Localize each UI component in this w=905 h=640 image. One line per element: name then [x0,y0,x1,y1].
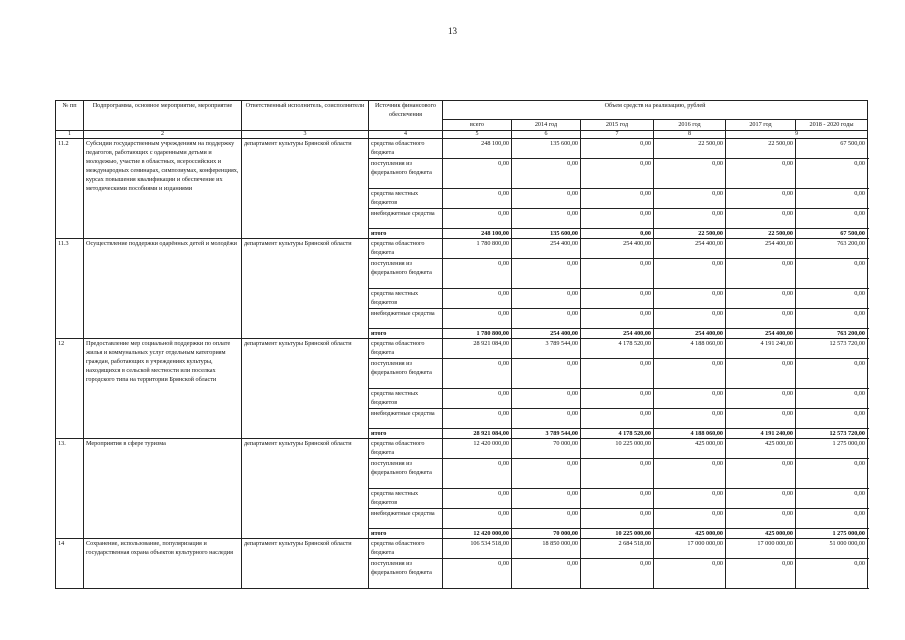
amount-cell: 0,00 [581,359,654,389]
funding-source: внебюджетные средства [369,309,443,329]
amount-cell: 0,00 [654,459,726,489]
amount-cell: 425 000,00 [726,529,796,539]
amount-cell: 4 191 240,00 [726,429,796,439]
amount-cell: 254 400,00 [726,329,796,339]
column-number: 3 [242,131,369,139]
amount-cell: 254 400,00 [726,239,796,259]
row-number: 11.2 [56,139,84,239]
funding-source: внебюджетные средства [369,209,443,229]
amount-cell: 0,00 [443,559,512,589]
amount-cell: 0,00 [654,189,726,209]
amount-cell: 67 500,00 [796,229,868,239]
amount-cell: 0,00 [581,229,654,239]
row-number: 11.3 [56,239,84,339]
amount-cell: 0,00 [726,259,796,289]
amount-cell: 28 921 084,00 [443,339,512,359]
funding-source: средства областного бюджета [369,539,443,559]
amount-cell: 0,00 [796,459,868,489]
amount-cell: 0,00 [654,489,726,509]
amount-cell: 0,00 [512,289,581,309]
amount-cell: 0,00 [726,289,796,309]
amount-cell: 28 921 084,00 [443,429,512,439]
amount-cell: 254 400,00 [512,239,581,259]
amount-cell: 0,00 [581,209,654,229]
row-number: 12 [56,339,84,439]
amount-cell: 0,00 [581,159,654,189]
amount-cell: 254 400,00 [581,329,654,339]
amount-cell: 0,00 [512,489,581,509]
amount-cell: 0,00 [581,489,654,509]
amount-cell: 70 000,00 [512,439,581,459]
amount-cell: 0,00 [654,309,726,329]
amount-cell: 0,00 [796,159,868,189]
row-number: 13. [56,439,84,539]
amount-cell: 0,00 [796,359,868,389]
amount-cell: 0,00 [796,559,868,589]
amount-cell: 12 420 000,00 [443,529,512,539]
amount-cell: 0,00 [726,559,796,589]
header-no: № пп [56,101,84,131]
amount-cell: 10 225 000,00 [581,439,654,459]
amount-cell: 0,00 [796,289,868,309]
funding-source: средства местных бюджетов [369,189,443,209]
table-row [56,339,868,359]
amount-cell: 0,00 [581,139,654,159]
funding-source: внебюджетные средства [369,409,443,429]
amount-cell: 0,00 [796,259,868,289]
amount-cell: 12 573 720,00 [796,339,868,359]
amount-cell: 0,00 [512,389,581,409]
amount-cell: 0,00 [796,309,868,329]
amount-cell: 0,00 [443,209,512,229]
amount-cell: 425 000,00 [654,529,726,539]
header-2018-2020: 2018 - 2020 годы [796,120,868,131]
header-executor: Ответственный исполнитель, соисполнители [242,101,369,131]
amount-cell: 0,00 [654,359,726,389]
amount-cell: 254 400,00 [654,329,726,339]
amount-cell: 70 000,00 [512,529,581,539]
amount-cell: 51 000 000,00 [796,539,868,559]
amount-cell: 0,00 [796,389,868,409]
amount-cell: 0,00 [512,409,581,429]
program-name: Субсидии государственным учреждениям на поддержку педагогов, работающих с одаренными детьми и молодежью, участие в областных, всероссийских и международных семинарах, симпозиумах, конференциях, курсах повышения квалификации и обеспечение их методическими пособиями и изданиями [84,139,242,239]
executor: департамент культуры Брянской области [242,539,369,589]
amount-cell: 4 191 240,00 [726,339,796,359]
amount-cell: 0,00 [654,559,726,589]
amount-cell: 0,00 [726,489,796,509]
column-number: 7 [581,131,654,139]
column-number: 5 [443,131,512,139]
amount-cell: 763 200,00 [796,329,868,339]
amount-cell: 0,00 [443,509,512,529]
amount-cell: 0,00 [654,289,726,309]
row-number: 14 [56,539,84,589]
amount-cell: 0,00 [443,459,512,489]
column-number: 1 [56,131,84,139]
amount-cell: 0,00 [443,389,512,409]
amount-cell: 0,00 [512,259,581,289]
amount-cell: 0,00 [581,509,654,529]
funding-source: итого [369,429,443,439]
funding-source: поступления из федерального бюджета [369,459,443,489]
program-name: Предоставление мер социальной поддержки по оплате жилья и коммунальных услуг отдельным категориям граждан, работающих в учреждениях культуры, находящихся в сельской местности или поселках городского типа на территории Брянской области [84,339,242,439]
amount-cell: 0,00 [512,189,581,209]
amount-cell: 0,00 [726,189,796,209]
amount-cell: 0,00 [581,289,654,309]
amount-cell: 0,00 [581,389,654,409]
executor: департамент культуры Брянской области [242,239,369,339]
table-body [56,131,868,589]
header-2016: 2016 год [654,120,726,131]
column-numbers-row [56,131,868,139]
amount-cell: 0,00 [654,159,726,189]
funding-source: итого [369,229,443,239]
amount-cell: 1 275 000,00 [796,529,868,539]
funding-source: поступления из федерального бюджета [369,159,443,189]
amount-cell: 18 850 000,00 [512,539,581,559]
amount-cell: 0,00 [512,159,581,189]
amount-cell: 17 000 000,00 [726,539,796,559]
amount-cell: 4 178 520,00 [581,339,654,359]
amount-cell: 2 684 518,00 [581,539,654,559]
column-number: 6 [512,131,581,139]
amount-cell: 0,00 [512,459,581,489]
amount-cell: 22 500,00 [726,139,796,159]
amount-cell: 4 178 520,00 [581,429,654,439]
amount-cell: 0,00 [581,309,654,329]
amount-cell: 248 100,00 [443,139,512,159]
amount-cell: 425 000,00 [654,439,726,459]
header-program: Подпрограмма, основное мероприятие, мероприятие [84,101,242,131]
amount-cell: 0,00 [512,509,581,529]
funding-source: средства местных бюджетов [369,289,443,309]
funding-source: средства областного бюджета [369,239,443,259]
table-row [56,139,868,159]
amount-cell: 0,00 [443,359,512,389]
table-row [56,239,868,259]
amount-cell: 0,00 [654,209,726,229]
funding-source: итого [369,329,443,339]
executor: департамент культуры Брянской области [242,339,369,439]
amount-cell: 0,00 [726,509,796,529]
amount-cell: 0,00 [796,489,868,509]
amount-cell: 0,00 [581,259,654,289]
header-source: Источник финансового обеспечения [369,101,443,131]
program-name: Мероприятия в сфере туризма [84,439,242,539]
amount-cell: 1 275 000,00 [796,439,868,459]
amount-cell: 254 400,00 [654,239,726,259]
amount-cell: 0,00 [654,409,726,429]
amount-cell: 10 225 000,00 [581,529,654,539]
amount-cell: 0,00 [581,189,654,209]
amount-cell: 67 500,00 [796,139,868,159]
amount-cell: 0,00 [726,359,796,389]
amount-cell: 0,00 [726,409,796,429]
column-number: 9 [726,131,868,139]
funding-source: внебюджетные средства [369,509,443,529]
program-name: Осуществление поддержки одарённых детей и молодёжи [84,239,242,339]
amount-cell: 17 000 000,00 [654,539,726,559]
amount-cell: 0,00 [443,159,512,189]
amount-cell: 106 534 518,00 [443,539,512,559]
amount-cell: 0,00 [654,389,726,409]
program-name: Сохранение, использование, популяризация и государственная охрана объектов культурного наследия [84,539,242,589]
amount-cell: 0,00 [726,389,796,409]
amount-cell: 0,00 [512,309,581,329]
page-number: 13 [448,26,457,36]
funding-source: средства областного бюджета [369,439,443,459]
amount-cell: 0,00 [581,459,654,489]
funding-source: средства областного бюджета [369,339,443,359]
table-row [56,539,868,559]
amount-cell: 763 200,00 [796,239,868,259]
amount-cell: 0,00 [726,309,796,329]
amount-cell: 0,00 [443,289,512,309]
header-2014: 2014 год [512,120,581,131]
amount-cell: 1 780 800,00 [443,239,512,259]
amount-cell: 0,00 [443,259,512,289]
amount-cell: 0,00 [654,259,726,289]
amount-cell: 3 789 544,00 [512,429,581,439]
column-number: 4 [369,131,443,139]
header-funds: Объем средств на реализацию, рублей [443,101,868,120]
amount-cell: 22 500,00 [726,229,796,239]
amount-cell: 22 500,00 [654,229,726,239]
amount-cell: 0,00 [581,559,654,589]
amount-cell: 0,00 [796,509,868,529]
amount-cell: 254 400,00 [512,329,581,339]
amount-cell: 0,00 [796,209,868,229]
funding-source: поступления из федерального бюджета [369,259,443,289]
amount-cell: 0,00 [796,189,868,209]
amount-cell: 135 600,00 [512,229,581,239]
header-total: всего [443,120,512,131]
amount-cell: 22 500,00 [654,139,726,159]
amount-cell: 0,00 [443,309,512,329]
amount-cell: 0,00 [443,489,512,509]
funding-source: итого [369,529,443,539]
amount-cell: 0,00 [654,509,726,529]
funding-source: средства областного бюджета [369,139,443,159]
funding-source: средства местных бюджетов [369,389,443,409]
amount-cell: 135 600,00 [512,139,581,159]
amount-cell: 425 000,00 [726,439,796,459]
amount-cell: 12 420 000,00 [443,439,512,459]
amount-cell: 0,00 [726,159,796,189]
table-row [56,439,868,459]
amount-cell: 0,00 [726,209,796,229]
amount-cell: 254 400,00 [581,239,654,259]
amount-cell: 0,00 [512,359,581,389]
amount-cell: 0,00 [443,409,512,429]
amount-cell: 0,00 [443,189,512,209]
funding-source: поступления из федерального бюджета [369,559,443,589]
amount-cell: 1 780 800,00 [443,329,512,339]
header-2017: 2017 год [726,120,796,131]
column-number: 2 [84,131,242,139]
amount-cell: 248 100,00 [443,229,512,239]
amount-cell: 0,00 [796,409,868,429]
executor: департамент культуры Брянской области [242,439,369,539]
amount-cell: 0,00 [512,209,581,229]
amount-cell: 0,00 [726,459,796,489]
column-number: 8 [654,131,726,139]
funding-source: средства местных бюджетов [369,489,443,509]
amount-cell: 0,00 [581,409,654,429]
amount-cell: 12 573 720,00 [796,429,868,439]
amount-cell: 4 188 060,00 [654,429,726,439]
budget-table [55,100,868,589]
funding-source: поступления из федерального бюджета [369,359,443,389]
executor: департамент культуры Брянской области [242,139,369,239]
amount-cell: 0,00 [512,559,581,589]
amount-cell: 3 789 544,00 [512,339,581,359]
header-2015: 2015 год [581,120,654,131]
amount-cell: 4 188 060,00 [654,339,726,359]
